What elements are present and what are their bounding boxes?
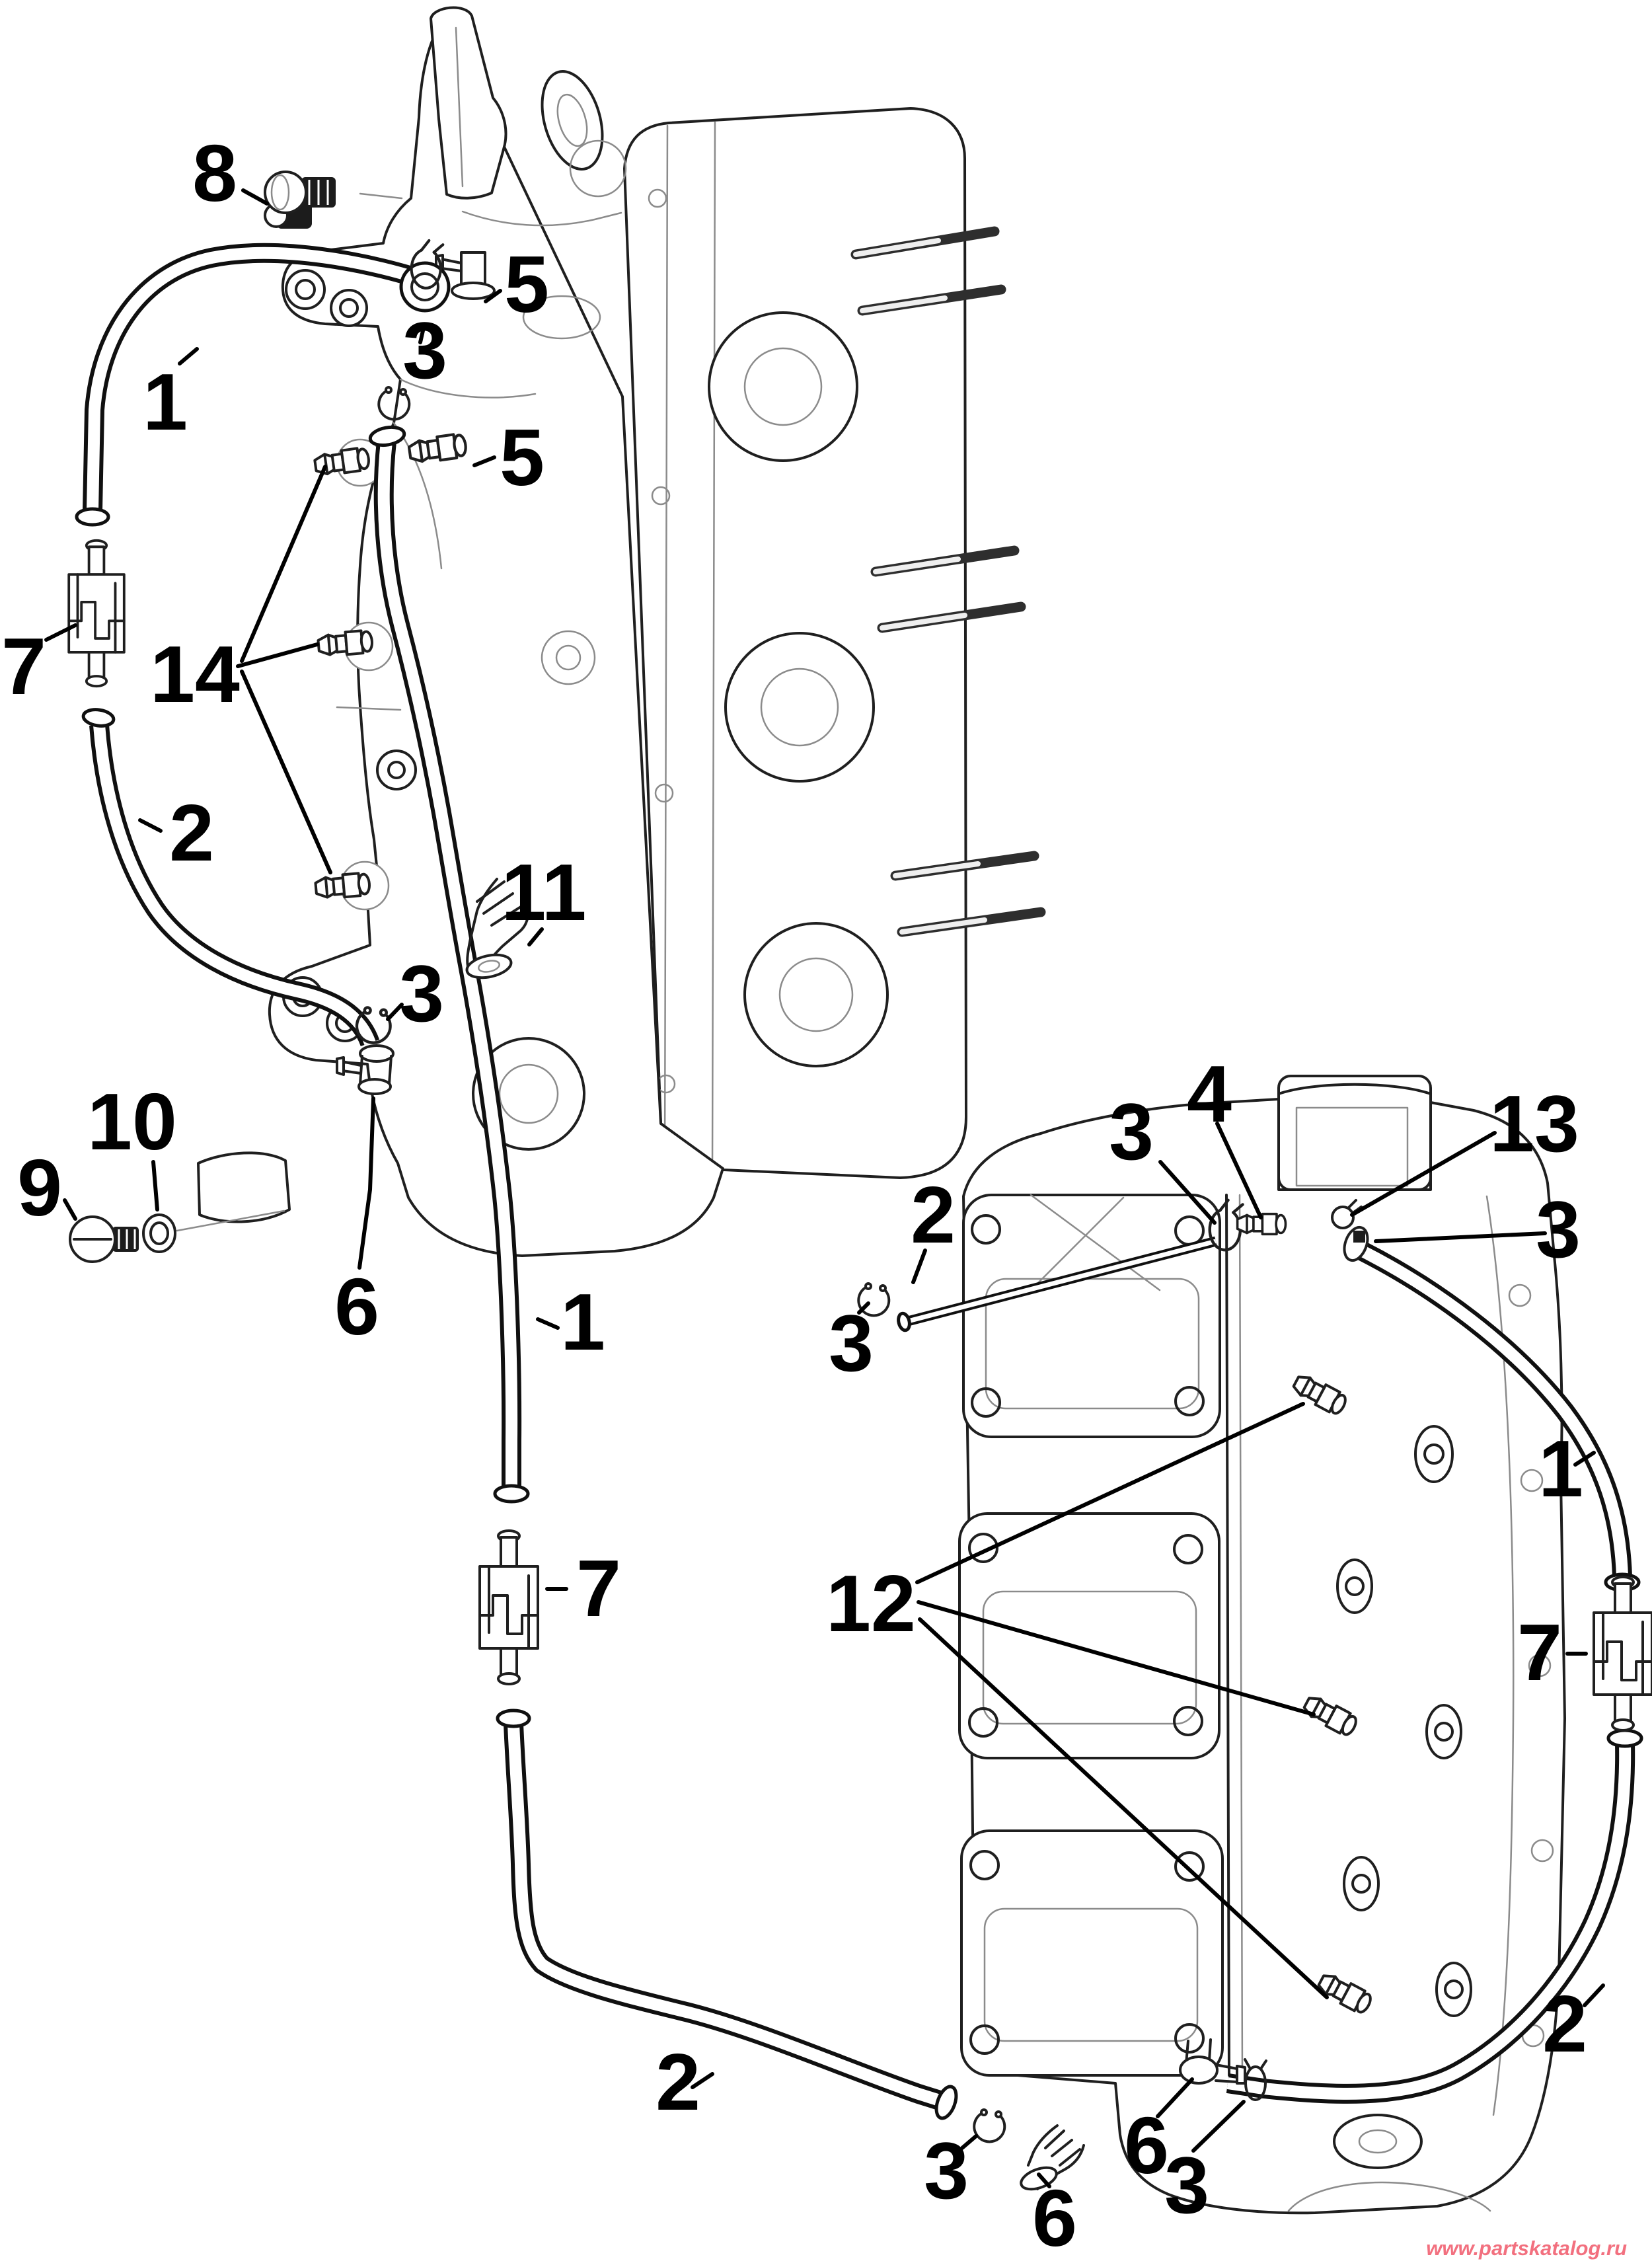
callout-7-center: 7 xyxy=(576,1543,621,1633)
callout-9: 9 xyxy=(17,1143,62,1233)
leader-line xyxy=(538,1319,558,1328)
callout-7-left: 7 xyxy=(1,621,46,711)
callout-3-bottom-right: 3 xyxy=(1164,2140,1209,2230)
callout-1-left: 1 xyxy=(143,357,188,447)
callout-8: 8 xyxy=(192,128,237,218)
callout-3-middle: 3 xyxy=(399,948,444,1038)
leader-line xyxy=(140,820,161,831)
right-adapter-block-drawing xyxy=(959,1076,1565,2213)
leader-line xyxy=(153,1162,157,1210)
plug-part-8 xyxy=(265,172,402,213)
callout-14: 14 xyxy=(150,629,240,719)
callout-1-center: 1 xyxy=(560,1277,605,1367)
callout-10: 10 xyxy=(87,1077,177,1167)
callout-4: 4 xyxy=(1187,1049,1232,1139)
callout-3-tube-ring: 3 xyxy=(829,1298,874,1388)
callout-6-bottom-right: 6 xyxy=(1124,2100,1169,2190)
connector-part-7-left xyxy=(69,541,124,686)
callout-3-bottom: 3 xyxy=(924,2126,969,2215)
callout-11: 11 xyxy=(501,847,587,937)
callout-6-bottom: 6 xyxy=(1032,2173,1077,2263)
leader-line xyxy=(238,644,317,666)
callout-12: 12 xyxy=(826,1558,916,1648)
hose-2-left xyxy=(83,708,370,1043)
callout-3-adapter-top: 3 xyxy=(1109,1087,1154,1176)
watermark: www.partskatalog.ru xyxy=(1426,2237,1627,2260)
callout-1-right: 1 xyxy=(1538,1424,1583,1514)
callout-2-left: 2 xyxy=(169,788,214,878)
leader-line xyxy=(65,1200,75,1219)
leader-line xyxy=(242,672,330,872)
callout-6-left: 6 xyxy=(334,1262,379,1352)
leader-line xyxy=(242,467,325,661)
port-flanges xyxy=(959,1195,1222,2075)
callout-13: 13 xyxy=(1489,1079,1579,1169)
callout-3-right: 3 xyxy=(1536,1184,1581,1274)
connector-part-7-center xyxy=(480,1531,538,1684)
screw-part-9 xyxy=(70,1217,139,1262)
leader-line xyxy=(1585,1985,1603,2005)
washer-part-10 xyxy=(143,1215,175,1252)
callout-2-right: 2 xyxy=(1542,1979,1587,2069)
leader-line xyxy=(243,190,267,204)
callout-7-right: 7 xyxy=(1517,1607,1562,1697)
callout-2-bottom: 2 xyxy=(656,2037,700,2127)
callout-5-lower: 5 xyxy=(500,412,544,502)
callout-2-tube: 2 xyxy=(911,1170,956,1260)
ring-part-3-bottom xyxy=(974,2110,1004,2141)
hose-2-bottom xyxy=(498,1710,960,2121)
callout-3-top: 3 xyxy=(402,305,447,395)
callout-5-top: 5 xyxy=(504,239,549,329)
leader-line xyxy=(359,1098,373,1268)
connector-part-7-right xyxy=(1594,1577,1652,1730)
